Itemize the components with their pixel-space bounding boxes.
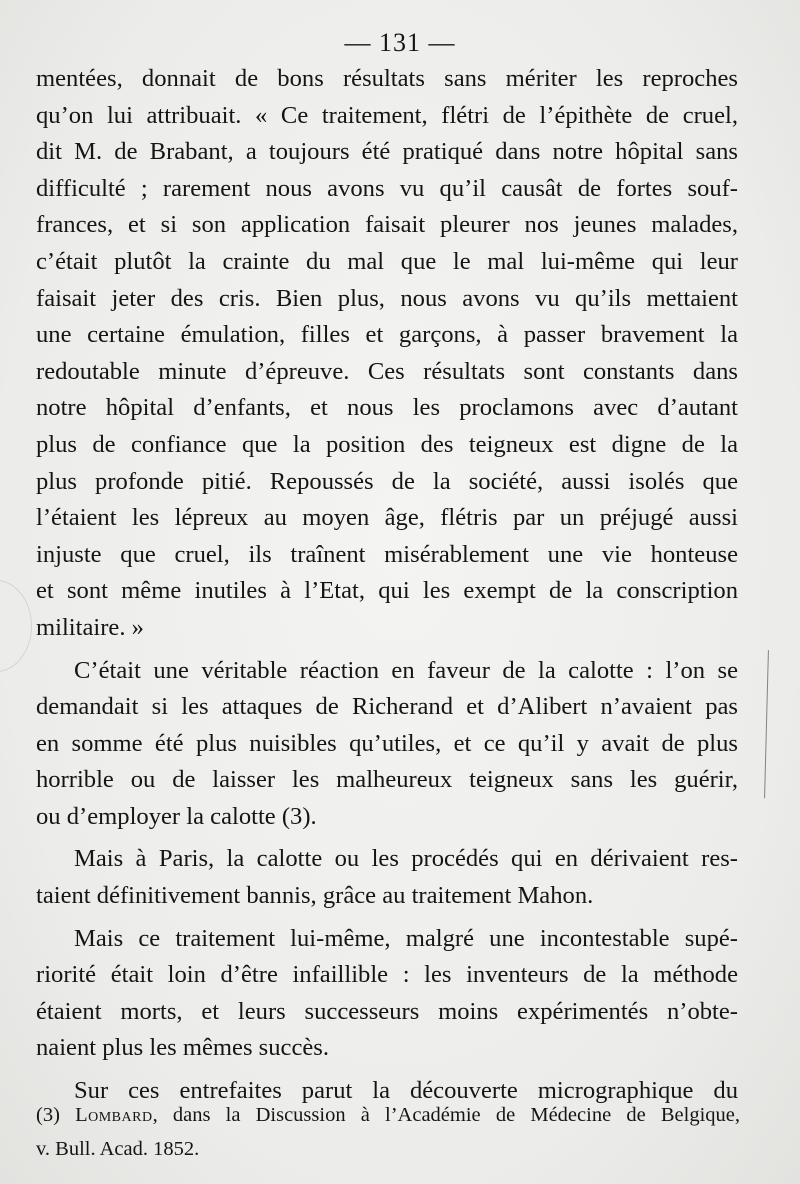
text-line: notre hôpital d’enfants, et nous les proclamons avec d’autant [36, 394, 738, 422]
text-line: plus profonde pitié. Repoussés de la société, aussi isolés que [36, 467, 738, 495]
text-line: faisait jeter des cris. Bien plus, nous avons vu qu’ils mettaient [36, 284, 738, 312]
text-line: Sur ces entrefaites parut la découverte micrographique du [74, 1077, 738, 1105]
text-line: plus de confiance que la position des teigneux est digne de la [36, 430, 738, 458]
footnote-marker: (3) [36, 1104, 60, 1126]
text-line: ou d’employer la calotte (3). [36, 802, 317, 830]
text-line: militaire. » [36, 613, 144, 641]
text-line: qu’on lui attribuait. « Ce traitement, flétri de l’épithète de cruel, [36, 101, 738, 129]
margin-bracket-mark [756, 650, 769, 798]
text-line: Mais à Paris, la calotte ou les procédés qui en dérivaient res- [74, 845, 738, 873]
text-line: c’était plutôt la crainte du mal que le mal lui-même qui leur [36, 247, 738, 275]
text-line: l’étaient les lépreux au moyen âge, flétris par un préjugé aussi [36, 504, 738, 532]
text-line: difficulté ; rarement nous avons vu qu’il causât de fortes souf- [36, 174, 738, 202]
page-number: — 131 — [344, 28, 456, 57]
text-line: Mais ce traitement lui-même, malgré une incontestable supé- [74, 924, 738, 952]
text-line: en somme été plus nuisibles qu’utiles, et ce qu’il y avait de plus [36, 729, 738, 757]
text-line: horrible ou de laisser les malheureux teigneux sans les guérir, [36, 766, 738, 794]
text-line: une certaine émulation, filles et garçons, à passer bravement la [36, 321, 738, 349]
footnote-line-1 [36, 1098, 740, 1132]
text-line: redoutable minute d’épreuve. Ces résultats sont constants dans [36, 357, 738, 385]
text-line: taient définitivement bannis, grâce au traitement Mahon. [36, 882, 594, 910]
text-line: et sont même inutiles à l’Etat, qui les exempt de la conscription [36, 577, 738, 605]
footnote-text: , dans la Discussion à l’Académie de Médecine de Belgique, [152, 1104, 741, 1126]
footnote-line-2: v. Bull. Acad. 1852. [36, 1138, 200, 1160]
text-line: naient plus les mêmes succès. [36, 1034, 329, 1062]
text-line: mentées, donnait de bons résultats sans mériter les reproches [36, 65, 738, 92]
footnote-author: Lombard [75, 1104, 153, 1126]
text-line: riorité était loin d’être infaillible : les inventeurs de la méthode [36, 961, 738, 989]
bleed-through-mark [0, 580, 32, 672]
footnotes [36, 1098, 740, 1166]
text-line: demandait si les attaques de Richerand et d’Alibert n’avaient pas [36, 693, 738, 721]
text-line: frances, et si son application faisait pleurer nos jeunes malades, [36, 211, 738, 239]
text-line: étaient morts, et leurs successeurs moins expérimentés n’obte- [36, 997, 738, 1025]
body-text [36, 61, 738, 1110]
text-line: C’était une véritable réaction en faveur de la calotte : l’on se [74, 656, 738, 684]
text-line: injuste que cruel, ils traînent misérablement une vie honteuse [36, 540, 738, 568]
text-line: dit M. de Brabant, a toujours été pratiqué dans notre hôpital sans [36, 138, 738, 166]
